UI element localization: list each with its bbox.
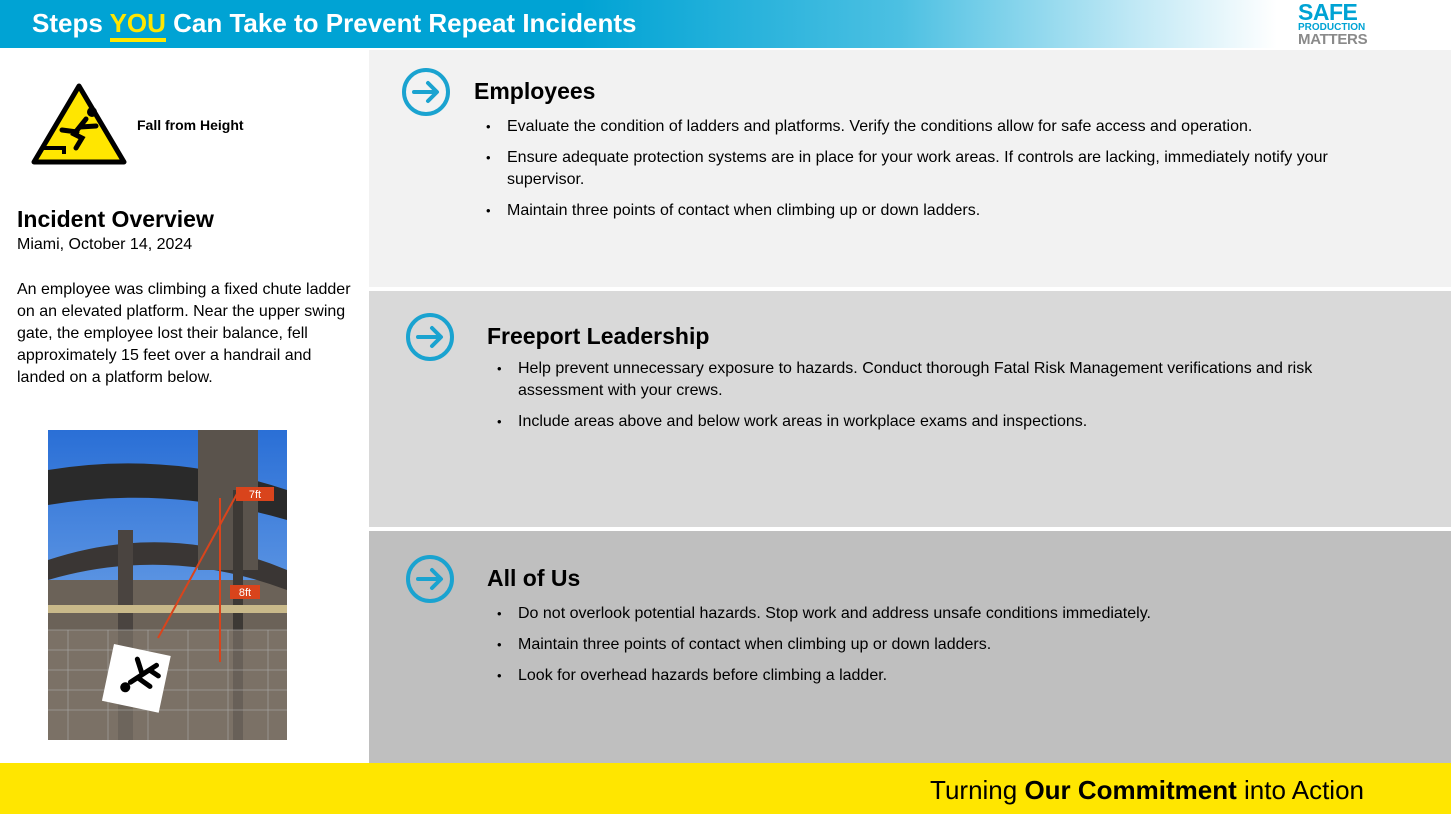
footer-tagline: Turning Our Commitment into Action [930, 775, 1364, 805]
page-title: Steps YOU Can Take to Prevent Repeat Incidents [32, 8, 636, 39]
list-item: • Do not overlook potential hazards. Stop work and address unsafe conditions immediately. [497, 603, 1397, 625]
photo-label-8ft: 8ft [238, 587, 252, 599]
hazard-label: Fall from Height [137, 117, 244, 133]
footer-bar [0, 763, 1451, 814]
section-all-of-us [369, 531, 1451, 763]
list-item: • Maintain three points of contact when climbing up or down ladders. [486, 200, 1386, 222]
arrow-right-circle-icon [400, 66, 452, 118]
section-freeport-leadership [369, 291, 1451, 527]
safe-production-matters-logo: SAFE PRODUCTION MATTERS [1298, 0, 1368, 48]
title-highlight: YOU [110, 8, 166, 42]
section-title: Employees [474, 78, 596, 104]
bullet-list [486, 116, 1386, 231]
photo-label-7ft: 7ft [248, 489, 262, 501]
arrow-right-circle-icon [404, 311, 456, 363]
incident-overview-title: Incident Overview [17, 206, 214, 232]
incident-description: An employee was climbing a fixed chute ladder on an elevated platform. Near the upper swing gate, the employee lost their balance, fell approximately 15 feet over a handrail and landed on a platform below. [17, 281, 351, 386]
arrow-right-circle-icon [404, 553, 456, 605]
list-item: • Help prevent unnecessary exposure to hazards. Conduct thorough Fatal Risk Management verifications and risk assessment with your crews. [497, 358, 1377, 402]
list-item: • Evaluate the condition of ladders and platforms. Verify the conditions allow for safe access and operation. [486, 116, 1386, 138]
section-title: All of Us [487, 565, 581, 591]
list-item: • Include areas above and below work areas in workplace exams and inspections. [497, 411, 1377, 433]
bullet-list [497, 603, 1397, 696]
header-bar [0, 0, 1451, 48]
section-employees [369, 50, 1451, 287]
bullet-list [497, 358, 1377, 442]
fall-warning-icon [30, 82, 128, 166]
list-item: • Maintain three points of contact when climbing up or down ladders. [497, 634, 1397, 656]
section-title: Freeport Leadership [487, 323, 710, 349]
list-item: • Ensure adequate protection systems are in place for your work areas. If controls are lacking, immediately notify your supervisor. [486, 147, 1386, 191]
fallen-person-icon [102, 644, 171, 713]
incident-location-date: Miami, October 14, 2024 [17, 236, 193, 253]
list-item: • Look for overhead hazards before climbing a ladder. [497, 665, 1397, 687]
incident-photo [48, 430, 287, 740]
incident-panel [0, 48, 369, 763]
